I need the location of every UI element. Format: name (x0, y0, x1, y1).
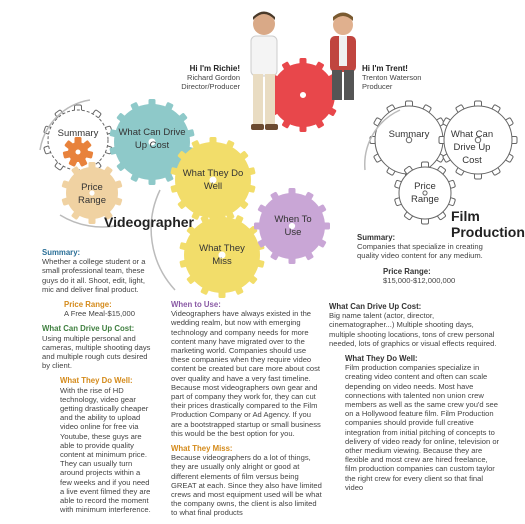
film-drive-heading: What Can Drive Up Cost: (329, 302, 422, 311)
vid-well-text: With the rise of HD technology, video gear getting drastically cheaper and the ability to upload video online for free via Youtube, these guys are able to provide quality content at minimum price. They can usually turn around projects within a few weeks and if you need a live event filmed they are able to record the moment with minimum interference. (60, 385, 151, 515)
richie-greeting: Hi I'm Richie! (189, 64, 240, 73)
videographer-title: Videographer (104, 214, 194, 230)
gear-price-range: Price Range (78, 182, 106, 206)
richie-photo (245, 8, 283, 133)
vid-miss-heading: What They Miss: (171, 444, 233, 454)
vid-summary-text: Whether a college student or a small professional team, these guys do it all. Shoot, edit, light, mic and deliver final product. (42, 257, 146, 294)
film-production-column (357, 233, 500, 291)
vid-when-text: Videographers have always existed in the wedding realm, but now with emerging technology and company needs for more content many have migrated over to the marketing world. Companies should use these companies when they require video content be created but care more about cost over quality and have a very fast timeline. Because most videographers own gear and part of company they work for, they can cut their prices drastically compared to the Film Production Company or Ad Agency. If you are a bootstrapped startup or small business this would be the best option for you. (171, 309, 321, 438)
film-well-text: Film production companies specialize in creating video content and often can scale depending on video needs. Most have connections with talented non union crew members as well as the same crew you'd see on a Hollywood feature film. Film Production companies should provide full creative integration from initial pitching of concepts to delivery of video ready for online, television or other medium viewing. Because they are flexible and most crew are hired freelance, film production companies can custom taylor the right crew for every client so that final video (345, 363, 500, 492)
film-well-heading: What They Do Well: (345, 354, 418, 364)
trent-role: Producer (362, 82, 393, 91)
gear-summary: Summary (57, 128, 99, 139)
vid-drive-text: Using multiple personal and cameras, multiple shooting days and multiple rough cuts desired by client. (42, 333, 151, 371)
vid-miss-text: Because videographers do a lot of things, they are usually only alright or good at different elements of film versus being GREAT at each. Since they also have limited crews and most equipment used will be what the company owns, the client is also limited to what final products (171, 453, 322, 518)
richie-role: Director/Producer (181, 82, 240, 91)
trent-photo (325, 10, 361, 102)
film-summary-text: Companies that specialize in creating quality video content for any medium. (357, 242, 483, 261)
gear-summary-right: Summary (388, 129, 430, 140)
gear-price-range-right: Price Range (411, 181, 439, 205)
gear-drive-cost: What Can Drive Up Cost (118, 127, 186, 151)
gear-do-well: What They Do Well (182, 168, 244, 192)
trent-greeting: Hi I'm Trent! (362, 64, 408, 73)
richie-intro (160, 64, 240, 91)
vid-when-heading: When to Use: (171, 300, 221, 309)
vid-price-text: A Free Meal-$15,000 (64, 309, 135, 319)
film-production-lower-column (329, 302, 500, 498)
gear-when-to-use: When To Use (274, 214, 312, 238)
film-production-title: Film Production (451, 208, 525, 240)
gear-drive-cost-right: What Can Drive Up Cost (450, 129, 494, 166)
cycle-arrow (151, 190, 175, 290)
trent-intro (362, 64, 452, 91)
film-drive-text: Big name talent (actor, director, cinematographer...) Multiple shooting days, multiple shooting locations, tons of crew personal needed, lots of graphics or visual effects required. (329, 311, 497, 348)
gear-miss: What They Miss (199, 243, 245, 267)
videographer-middle-column (171, 300, 323, 524)
richie-name: Richard Gordon (187, 73, 240, 82)
vid-price-heading: Price Range: (64, 300, 112, 310)
trent-name: Trenton Waterson (362, 73, 422, 82)
film-price-heading: Price Range: (383, 266, 431, 276)
film-summary-heading: Summary: (357, 233, 396, 242)
vid-well-heading: What They Do Well: (60, 376, 133, 386)
film-price-text: $15,000-$12,000,000 (383, 275, 456, 285)
videographer-left-column (42, 248, 154, 520)
vid-drive-heading: What Can Drive Up Cost: (42, 324, 135, 334)
vid-summary-heading: Summary: (42, 248, 81, 257)
